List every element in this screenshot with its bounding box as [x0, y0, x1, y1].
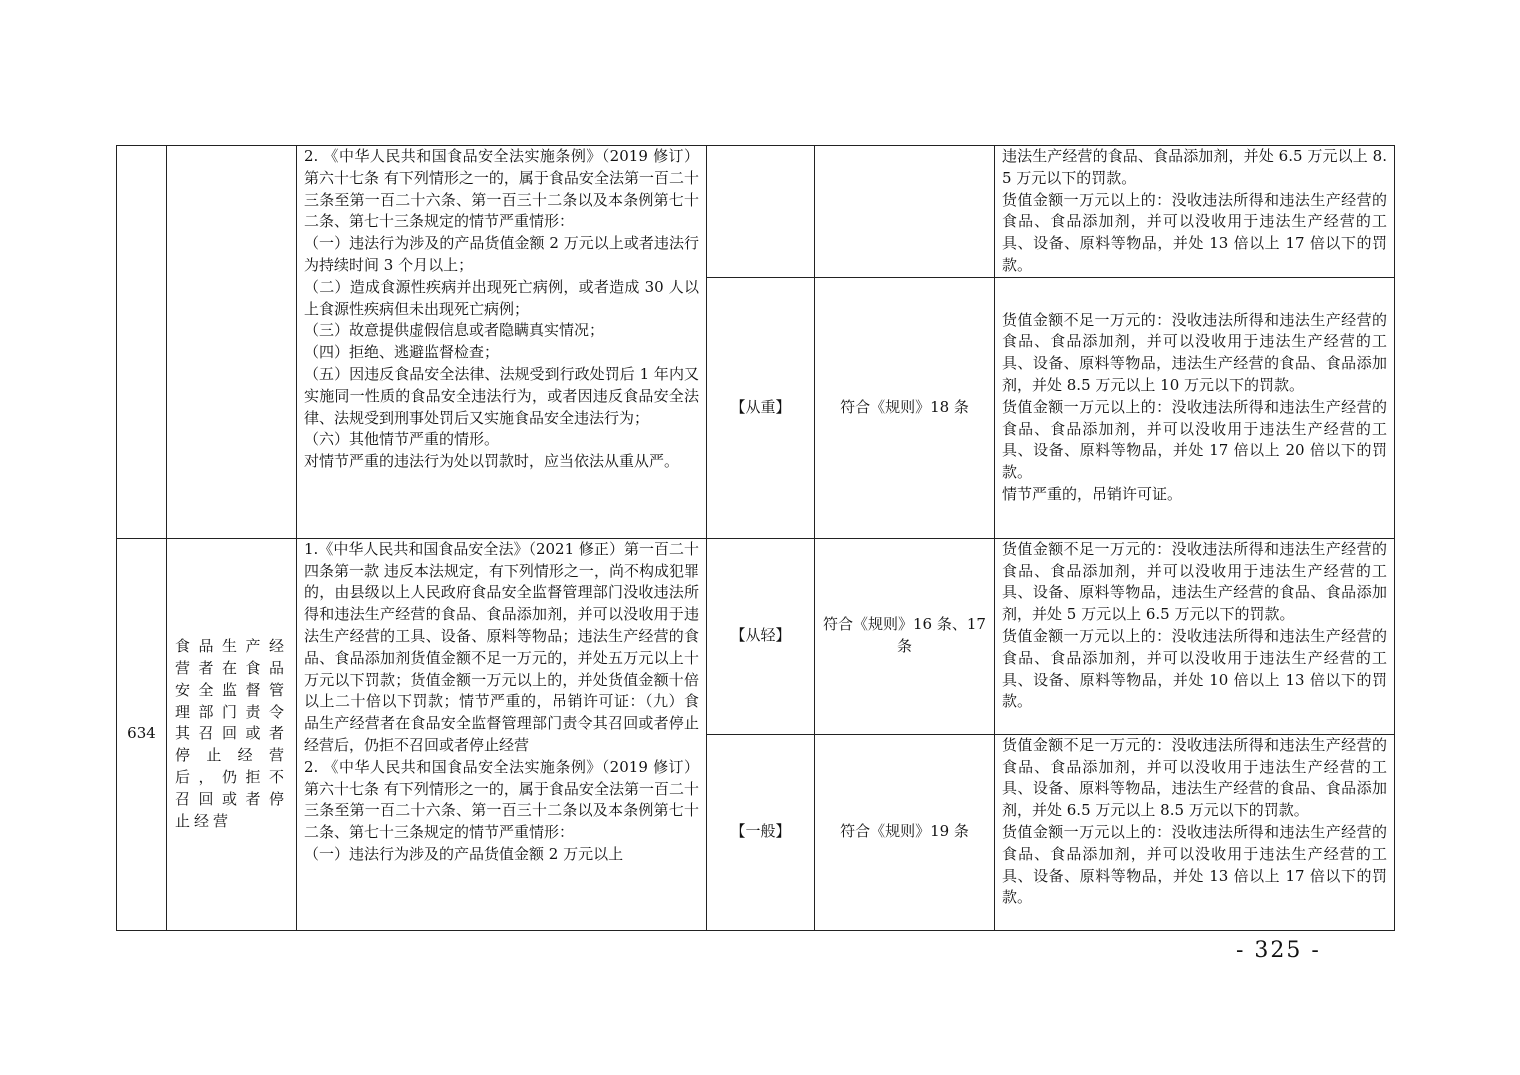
penalty-standard-paragraph: 货值金额不足一万元的：没收违法所得和违法生产经营的食品、食品添加剂，并可以没收用于违法生产经营的工具、设备、原料等物品，违法生产经营的食品、食品添加剂，并处 8.5 万元以上 10 万元以下的罚款。: [1002, 310, 1387, 395]
legal-basis-paragraph: （三）故意提供虚假信息或者隐瞒真实情况；: [304, 321, 605, 340]
penalty-standard-paragraph: 违法生产经营的食品、食品添加剂，并处 6.5 万元以上 8.5 万元以下的罚款。: [1002, 147, 1387, 187]
applicable-condition-cell: 符合《规则》16 条、17 条: [815, 538, 995, 734]
legal-basis-paragraph: 2. 《中华人民共和国食品安全法实施条例》（2019 修订）第六十七条 有下列情形之一的，属于食品安全法第一百二十三条至第一百二十六条、第一百三十二条以及本条例第七十二条、第七十三条规定的情节严重情形：: [304, 147, 699, 231]
legal-basis-cell: [297, 538, 707, 930]
penalty-standard-cell: [995, 538, 1395, 734]
item-number-cell: 634: [117, 538, 167, 930]
legal-basis-paragraph: 1.《中华人民共和国食品安全法》（2021 修正）第一百二十四条第一款 违反本法规定，有下列情形之一，尚不构成犯罪的，由县级以上人民政府食品安全监督管理部门没收违法所得和违法生产经营的食品、食品添加剂，并可以没收用于违法生产经营的工具、设备、原料等物品；违法生产经营的食品、食品添加剂货值金额不足一万元的，并处五万元以上十万元以下罚款；货值金额一万元以上的，并处货值金额十倍以上二十倍以下罚款；情节严重的，吊销许可证：（九）食品生产经营者在食品安全监督管理部门责令其召回或者停止经营后，仍拒不召回或者停止经营: [304, 539, 699, 754]
legal-basis-paragraph: （五）因违反食品安全法律、法规受到行政处罚后 1 年内又实施同一性质的食品安全违法行为，或者因违反食品安全法律、法规受到刑事处罚后又实施食品安全违法行为；: [304, 364, 699, 427]
applicable-condition-cell: 符合《规则》18 条: [815, 277, 995, 538]
legal-basis-paragraph: （二）造成食源性疾病并出现死亡病例，或者造成 30 人以上食源性疾病但未出现死亡病例；: [304, 277, 699, 318]
discretion-level-cell: 【从重】: [707, 277, 815, 538]
row-a-number-cell: [117, 146, 167, 539]
penalty-standard-cell: [995, 277, 1395, 538]
legal-basis-paragraph: （四）拒绝、逃避监督检查；: [304, 343, 500, 362]
discretion-level-cell: 【一般】: [707, 734, 815, 930]
penalty-standard-cell: [995, 146, 1395, 278]
penalty-standard-paragraph: 货值金额不足一万元的：没收违法所得和违法生产经营的食品、食品添加剂，并可以没收用于违法生产经营的工具、设备、原料等物品，违法生产经营的食品、食品添加剂，并处 6.5 万元以上 8.5 万元以下的罚款。: [1002, 735, 1387, 820]
legal-basis-paragraph: （一）违法行为涉及的产品货值金额 2 万元以上或者违法行为持续时间 3 个月以上；: [304, 234, 699, 274]
penalty-standard-paragraph: 货值金额一万元以上的：没收违法所得和违法生产经营的食品、食品添加剂，并可以没收用于违法生产经营的工具、设备、原料等物品，并处 13 倍以上 17 倍以下的罚款。: [1002, 190, 1387, 274]
penalty-standard-paragraph: 货值金额不足一万元的：没收违法所得和违法生产经营的食品、食品添加剂，并可以没收用于违法生产经营的工具、设备、原料等物品，违法生产经营的食品、食品添加剂，并处 5 万元以上 6.5 万元以下的罚款。: [1002, 539, 1387, 624]
legal-basis-paragraph: （一）违法行为涉及的产品货值金额 2 万元以上: [304, 844, 624, 863]
penalty-standard-paragraph: 货值金额一万元以上的：没收违法所得和违法生产经营的食品、食品添加剂，并可以没收用于违法生产经营的工具、设备、原料等物品，并处 10 倍以上 13 倍以下的罚款。: [1002, 626, 1387, 711]
legal-basis-paragraph: 2. 《中华人民共和国食品安全法实施条例》（2019 修订）第六十七条 有下列情形之一的，属于食品安全法第一百二十三条至第一百二十六条、第一百三十二条以及本条例第七十二条、第七十三条规定的情节严重情形：: [304, 757, 699, 842]
applicable-condition-cell: [815, 146, 995, 278]
discretion-level-cell: [707, 146, 815, 278]
table-row: [117, 146, 1395, 278]
page-number: - 325 -: [1236, 938, 1321, 963]
table-row: [117, 538, 1395, 734]
legal-basis-paragraph: 对情节严重的违法行为处以罚款时，应当依法从重从严。: [304, 452, 680, 471]
row-a-item-cell: [167, 146, 297, 539]
legal-basis-paragraph: （六）其他情节严重的情形。: [304, 430, 500, 449]
applicable-condition-cell: 符合《规则》19 条: [815, 734, 995, 930]
penalty-standard-cell: [995, 734, 1395, 930]
penalty-standard-paragraph: 情节严重的，吊销许可证。: [1002, 485, 1183, 504]
violation-item-cell: 食品生产经营者在食品安全监督管理部门责令其召回或者停止经营后，仍拒不召回或者停止经营: [167, 538, 297, 930]
penalty-standard-paragraph: 货值金额一万元以上的：没收违法所得和违法生产经营的食品、食品添加剂，并可以没收用于违法生产经营的工具、设备、原料等物品，并处 17 倍以上 20 倍以下的罚款。: [1002, 397, 1387, 482]
row-a-legal-basis-cell: [297, 146, 707, 539]
penalty-standards-table: [116, 145, 1395, 931]
discretion-level-cell: 【从轻】: [707, 538, 815, 734]
penalty-standard-paragraph: 货值金额一万元以上的：没收违法所得和违法生产经营的食品、食品添加剂，并可以没收用于违法生产经营的工具、设备、原料等物品，并处 13 倍以上 17 倍以下的罚款。: [1002, 822, 1387, 907]
